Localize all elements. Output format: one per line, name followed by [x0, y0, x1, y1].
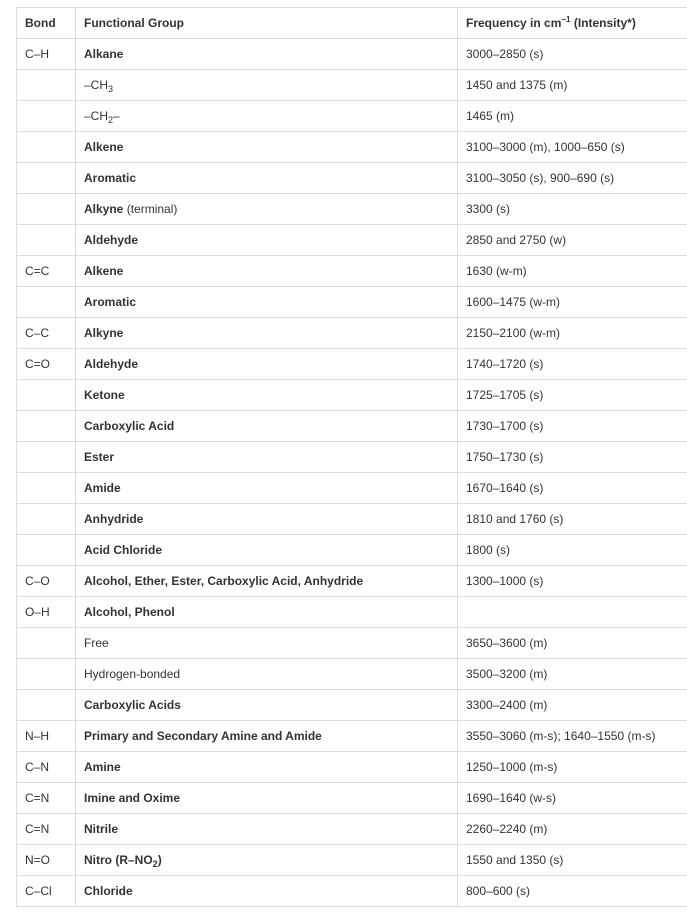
- group-text: Hydrogen-bonded: [84, 667, 181, 681]
- bond-cell: C=N: [17, 814, 76, 845]
- group-text: Primary and Secondary Amine and Amide: [84, 729, 322, 743]
- bond-cell: [17, 535, 76, 566]
- table-row: [17, 349, 687, 380]
- group-text: Nitro (R–NO: [84, 853, 153, 867]
- group-text: Alkyne: [84, 202, 124, 216]
- functional-group-cell: [76, 504, 458, 535]
- functional-group-cell: [76, 566, 458, 597]
- table-row: [17, 473, 687, 504]
- group-text: –CH: [84, 78, 109, 92]
- table-row: [17, 876, 687, 907]
- functional-group-cell: [76, 814, 458, 845]
- functional-group-cell: [76, 845, 458, 876]
- functional-group-cell: [76, 411, 458, 442]
- bond-cell: C=O: [17, 349, 76, 380]
- table-row: [17, 380, 687, 411]
- functional-group-cell: [76, 721, 458, 752]
- functional-group-cell: [76, 783, 458, 814]
- table-row: [17, 845, 687, 876]
- frequency-cell: 2150–2100 (w-m): [458, 318, 687, 349]
- frequency-cell: 1800 (s): [458, 535, 687, 566]
- group-text: Free: [84, 636, 109, 650]
- frequency-cell: 1730–1700 (s): [458, 411, 687, 442]
- bond-cell: [17, 504, 76, 535]
- functional-group-cell: [76, 628, 458, 659]
- group-text: Alkene: [84, 140, 124, 154]
- bond-cell: [17, 659, 76, 690]
- functional-group-cell: [76, 101, 458, 132]
- frequency-cell: 3650–3600 (m): [458, 628, 687, 659]
- bond-cell: C–N: [17, 752, 76, 783]
- table-row: [17, 225, 687, 256]
- table-row: [17, 194, 687, 225]
- header-frequency-intensity: (Intensity*): [570, 16, 636, 30]
- group-text: Amide: [84, 481, 121, 495]
- group-text: Chloride: [84, 884, 133, 898]
- table-body: [17, 39, 687, 907]
- bond-cell: C–H: [17, 39, 76, 70]
- functional-group-cell: [76, 876, 458, 907]
- frequency-cell: 800–600 (s): [458, 876, 687, 907]
- functional-group-cell: [76, 535, 458, 566]
- subscript-text: 2: [152, 859, 158, 869]
- functional-group-cell: [76, 659, 458, 690]
- bond-cell: N–H: [17, 721, 76, 752]
- subscript-text: 3: [108, 84, 114, 94]
- table-row: [17, 163, 687, 194]
- bond-cell: [17, 287, 76, 318]
- frequency-cell: 3500–3200 (m): [458, 659, 687, 690]
- frequency-cell: 1690–1640 (w-s): [458, 783, 687, 814]
- table-row: [17, 39, 687, 70]
- bond-cell: [17, 473, 76, 504]
- frequency-cell: 1670–1640 (s): [458, 473, 687, 504]
- header-frequency: [458, 8, 687, 39]
- group-text: Alcohol, Ether, Ester, Carboxylic Acid, Anhydride: [84, 574, 364, 588]
- table-row: [17, 752, 687, 783]
- header-functional-group: Functional Group: [76, 8, 458, 39]
- functional-group-cell: [76, 380, 458, 411]
- frequency-cell: 1465 (m): [458, 101, 687, 132]
- bond-cell: N=O: [17, 845, 76, 876]
- frequency-cell: 1550 and 1350 (s): [458, 845, 687, 876]
- group-text: ): [157, 853, 162, 867]
- table-row: [17, 132, 687, 163]
- bond-cell: [17, 690, 76, 721]
- frequency-cell: 2850 and 2750 (w): [458, 225, 687, 256]
- frequency-cell: 1630 (w-m): [458, 256, 687, 287]
- ir-frequency-table: [16, 7, 687, 907]
- group-text: Anhydride: [84, 512, 144, 526]
- functional-group-cell: [76, 318, 458, 349]
- header-row: [17, 8, 687, 39]
- group-text: Carboxylic Acid: [84, 419, 175, 433]
- bond-cell: C–C: [17, 318, 76, 349]
- functional-group-cell: [76, 163, 458, 194]
- frequency-cell: 1750–1730 (s): [458, 442, 687, 473]
- functional-group-cell: [76, 39, 458, 70]
- table-row: [17, 566, 687, 597]
- functional-group-cell: [76, 225, 458, 256]
- functional-group-cell: [76, 690, 458, 721]
- frequency-cell: 1250–1000 (m-s): [458, 752, 687, 783]
- bond-cell: [17, 101, 76, 132]
- group-text: Ester: [84, 450, 115, 464]
- functional-group-cell: [76, 752, 458, 783]
- bond-cell: O–H: [17, 597, 76, 628]
- header-frequency-text: Frequency in cm: [466, 16, 562, 30]
- table-row: [17, 814, 687, 845]
- table-row: [17, 721, 687, 752]
- group-text: Alkane: [84, 47, 124, 61]
- group-text: Aldehyde: [84, 233, 139, 247]
- frequency-cell: 3000–2850 (s): [458, 39, 687, 70]
- frequency-cell: 1300–1000 (s): [458, 566, 687, 597]
- frequency-cell: 3100–3050 (s), 900–690 (s): [458, 163, 687, 194]
- frequency-cell: 1450 and 1375 (m): [458, 70, 687, 101]
- group-text: Alcohol, Phenol: [84, 605, 175, 619]
- bond-cell: [17, 380, 76, 411]
- functional-group-cell: [76, 473, 458, 504]
- frequency-cell: [458, 597, 687, 628]
- table-row: [17, 535, 687, 566]
- group-text: Alkyne: [84, 326, 124, 340]
- bond-cell: [17, 70, 76, 101]
- bond-cell: [17, 225, 76, 256]
- bond-cell: [17, 442, 76, 473]
- group-text: Aldehyde: [84, 357, 139, 371]
- bond-cell: [17, 411, 76, 442]
- group-text: Aromatic: [84, 171, 137, 185]
- group-text: Imine and Oxime: [84, 791, 181, 805]
- bond-cell: C=C: [17, 256, 76, 287]
- table-row: [17, 659, 687, 690]
- group-text: Aromatic: [84, 295, 137, 309]
- group-text: –CH: [84, 109, 109, 123]
- header-frequency-exponent: −1: [561, 15, 571, 24]
- functional-group-cell: [76, 132, 458, 163]
- bond-cell: [17, 163, 76, 194]
- frequency-cell: 2260–2240 (m): [458, 814, 687, 845]
- table-row: [17, 70, 687, 101]
- group-text: Amine: [84, 760, 121, 774]
- bond-cell: [17, 628, 76, 659]
- functional-group-cell: [76, 442, 458, 473]
- frequency-cell: 1600–1475 (w-m): [458, 287, 687, 318]
- frequency-cell: 3100–3000 (m), 1000–650 (s): [458, 132, 687, 163]
- functional-group-cell: [76, 194, 458, 225]
- group-text: Nitrile: [84, 822, 119, 836]
- group-text: –: [113, 109, 120, 123]
- functional-group-cell: [76, 256, 458, 287]
- frequency-cell: 1725–1705 (s): [458, 380, 687, 411]
- table-row: [17, 287, 687, 318]
- table-row: [17, 628, 687, 659]
- functional-group-cell: [76, 70, 458, 101]
- subscript-text: 2: [108, 115, 114, 125]
- frequency-cell: 3550–3060 (m-s); 1640–1550 (m-s): [458, 721, 687, 752]
- table-row: [17, 411, 687, 442]
- frequency-cell: 1810 and 1760 (s): [458, 504, 687, 535]
- header-bond: Bond: [17, 8, 76, 39]
- functional-group-cell: [76, 349, 458, 380]
- frequency-cell: 3300–2400 (m): [458, 690, 687, 721]
- table-row: [17, 597, 687, 628]
- group-text: Ketone: [84, 388, 125, 402]
- frequency-cell: 1740–1720 (s): [458, 349, 687, 380]
- bond-cell: C=N: [17, 783, 76, 814]
- table-row: [17, 256, 687, 287]
- bond-cell: C–O: [17, 566, 76, 597]
- table-row: [17, 783, 687, 814]
- bond-cell: [17, 132, 76, 163]
- bond-cell: [17, 194, 76, 225]
- bond-cell: C–Cl: [17, 876, 76, 907]
- group-text: (terminal): [123, 202, 178, 216]
- table-row: [17, 101, 687, 132]
- functional-group-cell: [76, 287, 458, 318]
- group-text: Acid Chloride: [84, 543, 163, 557]
- table-row: [17, 318, 687, 349]
- functional-group-cell: [76, 597, 458, 628]
- group-text: Alkene: [84, 264, 124, 278]
- table-row: [17, 690, 687, 721]
- frequency-cell: 3300 (s): [458, 194, 687, 225]
- group-text: Carboxylic Acids: [84, 698, 181, 712]
- table-row: [17, 442, 687, 473]
- table-row: [17, 504, 687, 535]
